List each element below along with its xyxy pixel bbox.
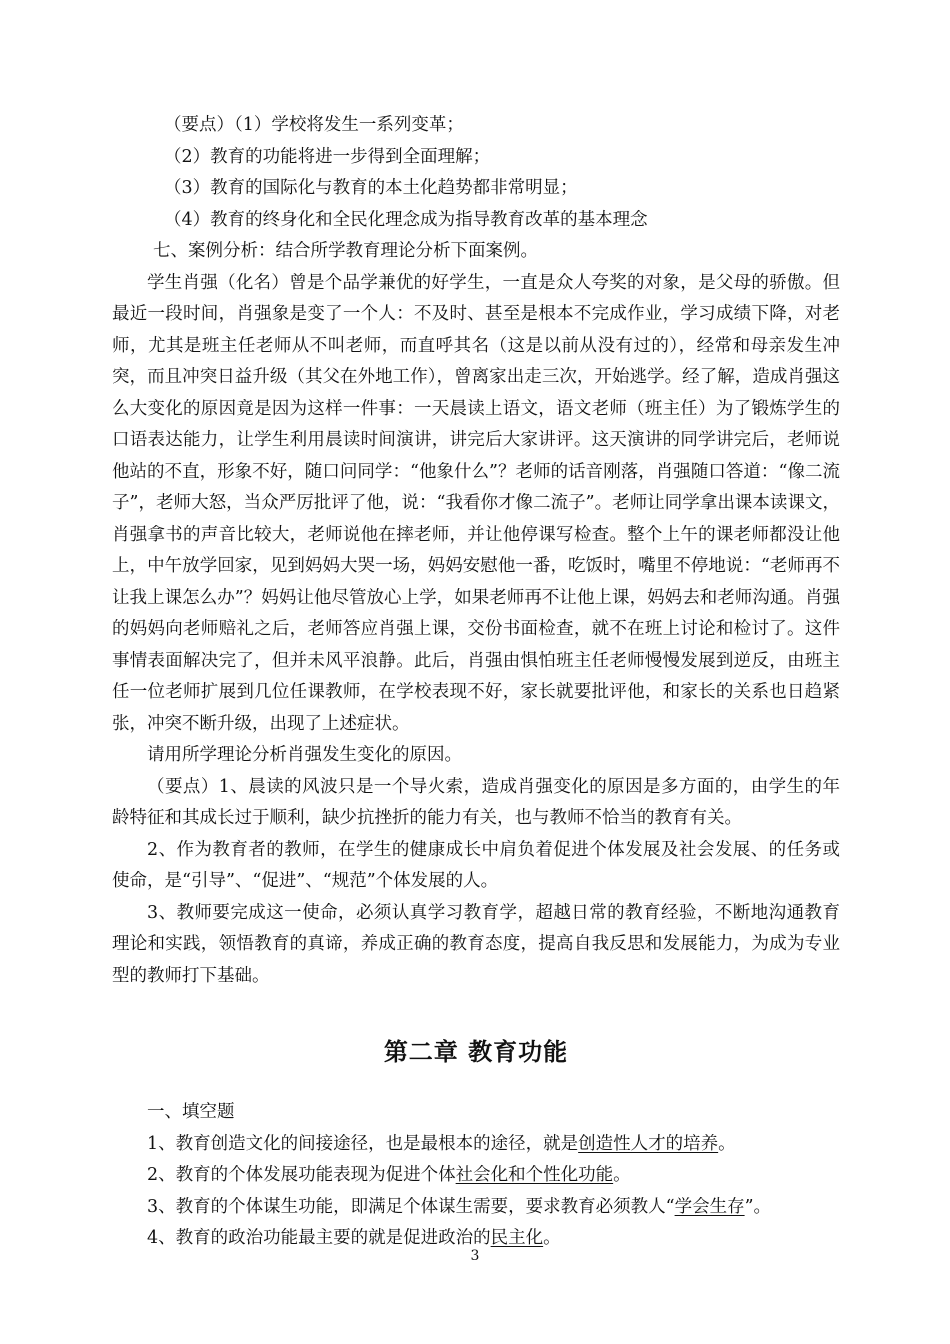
fill-item-text: 。 — [613, 1165, 631, 1185]
key-point-line: （要点）（1）学校将发生一系列变革； — [164, 115, 464, 135]
fill-item-text: 3、教育的个体谋生功能，即满足个体谋生需要，要求教育必须教人“ — [147, 1196, 675, 1217]
fill-item — [112, 1192, 840, 1224]
key-point-line: （2）教育的功能将进一步得到全面理解； — [164, 146, 491, 167]
fill-item-text: ”。 — [744, 1196, 772, 1217]
fill-item-text: 1、教育创造文化的间接途径，也是最根本的途径，就是 — [147, 1133, 579, 1154]
fill-item-answer: 社会化和个性化功能 — [455, 1165, 614, 1185]
fill-item-text: 。 — [718, 1133, 736, 1154]
case-paragraph: 学生肖强（化名）曾是个品学兼优的好学生，一直是众人夸奖的对象，是父母的骄傲。但最近一段时间，肖强象是变了一个人：不及时、甚至是根本不完成作业，学习成绩下降，对老师，尤其是班主任老师从不叫老师，而直呼其名（这是以前从没有过的），经常和母亲发生冲突，而且冲突日益升级（其父在外地工作），曾离家出走三次，开始逃学。经了解，造成肖强这么大变化的原因竟是因为这样一件事：一天晨读上语文，语文老师（班主任）为了锻炼学生的口语表达能力，让学生利用晨读时间演讲，讲完后大家讲评。这天演讲的同学讲完后，老师说他站的不直，形象不好，随口问同学：“他象什么”？老师的话音刚落，肖强随口答道：“像二流子”，老师大怒，当众严厉批评了他，说：“我看你才像二流子”。老师让同学拿出课本读课文，肖强拿书的声音比较大，老师说他在摔老师，并让他停课写检查。整个上午的课老师都没让他上，中午放学回家，见到妈妈大哭一场，妈妈安慰他一番，吃饭时，嘴里不停地说：“老师再不让我上课怎么办”？妈妈让他尽管放心上学，如果老师再不让他上课，妈妈去和老师沟通。肖强的妈妈向老师赔礼之后，老师答应肖强上课，交份书面检查，就不在班上讨论和检讨了。这件事情表面解决完了，但并未风平浪静。此后，肖强由惧怕班主任老师慢慢发展到逆反，由班主任一位老师扩展到几位任课教师，在学校表现不好，家长就要批评他，和家长的关系也日趋紧张，冲突不断升级，出现了上述症状。 — [112, 272, 840, 734]
fill-item-answer: 学会生存 — [674, 1196, 745, 1217]
question-paragraph: 请用所学理论分析肖强发生变化的原因。 — [147, 745, 462, 765]
fill-item — [112, 1160, 840, 1192]
page-number: 3 — [470, 1248, 480, 1264]
fill-section-title: 一、填空题 — [147, 1102, 235, 1122]
fill-item-text: 。 — [543, 1228, 561, 1248]
fill-item — [112, 1129, 840, 1161]
answer-paragraph: （要点）1、晨读的风波只是一个导火索，造成肖强变化的原因是多方面的，由学生的年龄特征和其成长过于顺利，缺少抗挫折的能力有关，也与教师不恰当的教育有关。 — [112, 776, 840, 828]
answer-paragraph: 2、作为教育者的教师，在学生的健康成长中肩负着促进个体发展及社会发展、的任务或使命，是“引导”、“促进”、“规范”个体发展的人。 — [112, 839, 840, 891]
key-point-line: （4）教育的终身化和全民化理念成为指导教育改革的基本理念 — [164, 209, 648, 230]
fill-item-text: 4、教育的政治功能最主要的就是促进政治的 — [147, 1228, 491, 1248]
section-heading: 七、案例分析：结合所学教育理论分析下面案例。 — [153, 241, 538, 261]
answer-paragraph: 3、教师要完成这一使命，必须认真学习教育学，超越日常的教育经验，不断地沟通教育理论和实践，领悟教育的真谛，养成正确的教育态度，提高自我反思和发展能力，为成为专业型的教师打下基础。 — [112, 902, 840, 986]
key-point-line: （3）教育的国际化与教育的本土化趋势都非常明显； — [164, 178, 578, 198]
fill-item-answer: 民主化 — [490, 1228, 544, 1248]
fill-item-answer: 创造性人才的培养 — [578, 1133, 719, 1154]
document-page — [112, 110, 840, 1255]
fill-item-text: 2、教育的个体发展功能表现为促进个体 — [147, 1165, 456, 1185]
chapter-title: 第二章 教育功能 — [383, 1038, 569, 1066]
